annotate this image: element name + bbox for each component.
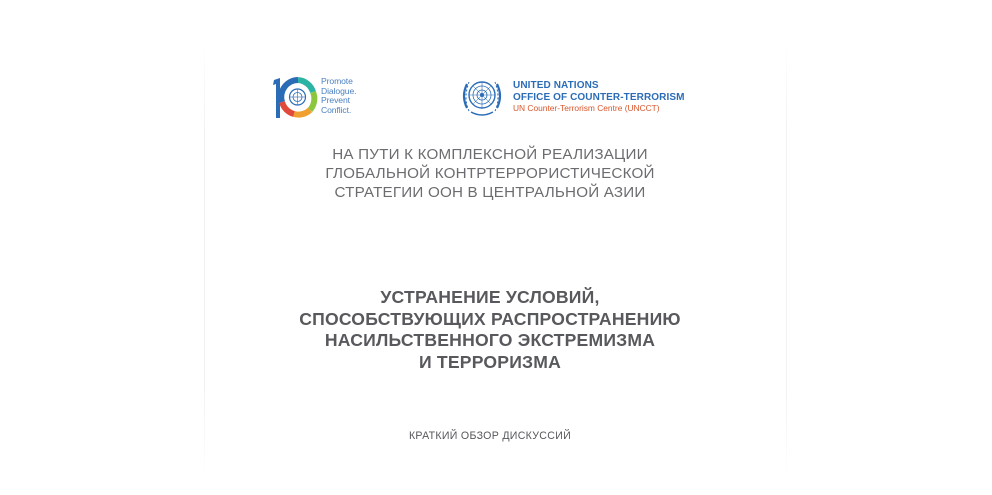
- un-oct-text: [513, 80, 685, 114]
- document-footer: КРАТКИЙ ОБЗОР ДИСКУССИЙ: [408, 430, 572, 442]
- un-oct-logo: [459, 74, 699, 118]
- slogan-line: Conflict.: [321, 104, 352, 115]
- title-line: СПОСОБСТВУЮЩИХ РАСПРОСТРАНЕНИЮ: [299, 308, 681, 329]
- title-line: НАСИЛЬСТВЕННОГО ЭКСТРЕМИЗМА: [324, 330, 656, 350]
- un-emblem-icon: [459, 74, 505, 118]
- slogan-line: Dialogue.: [321, 85, 357, 96]
- anniversary-emblem-icon: [270, 74, 320, 122]
- title-line: УСТРАНЕНИЕ УСЛОВИЙ,: [380, 287, 600, 307]
- document-subtitle: [260, 145, 720, 202]
- subtitle-line: СТРАТЕГИИ ООН В ЦЕНТРАЛЬНОЙ АЗИИ: [334, 184, 646, 201]
- anniversary-slogan: [321, 77, 356, 115]
- anniversary-logo: [270, 74, 380, 122]
- document-title: [230, 287, 750, 373]
- un-line-office: OFFICE OF COUNTER-TERRORISM: [513, 91, 685, 103]
- slogan-line: Prevent: [321, 95, 350, 105]
- page-right-edge: [786, 40, 787, 480]
- un-line-united-nations: UNITED NATIONS: [513, 80, 599, 91]
- slogan-line: Promote: [321, 76, 353, 86]
- subtitle-line: НА ПУТИ К КОМПЛЕКСНОЙ РЕАЛИЗАЦИИ: [332, 146, 648, 163]
- subtitle-line: ГЛОБАЛЬНОЙ КОНТРТЕРРОРИСТИЧЕСКОЙ: [325, 165, 655, 182]
- page-left-edge: [204, 40, 205, 480]
- title-line: И ТЕРРОРИЗМА: [418, 351, 562, 372]
- un-line-uncct: UN Counter-Terrorism Centre (UNCCT): [513, 103, 660, 113]
